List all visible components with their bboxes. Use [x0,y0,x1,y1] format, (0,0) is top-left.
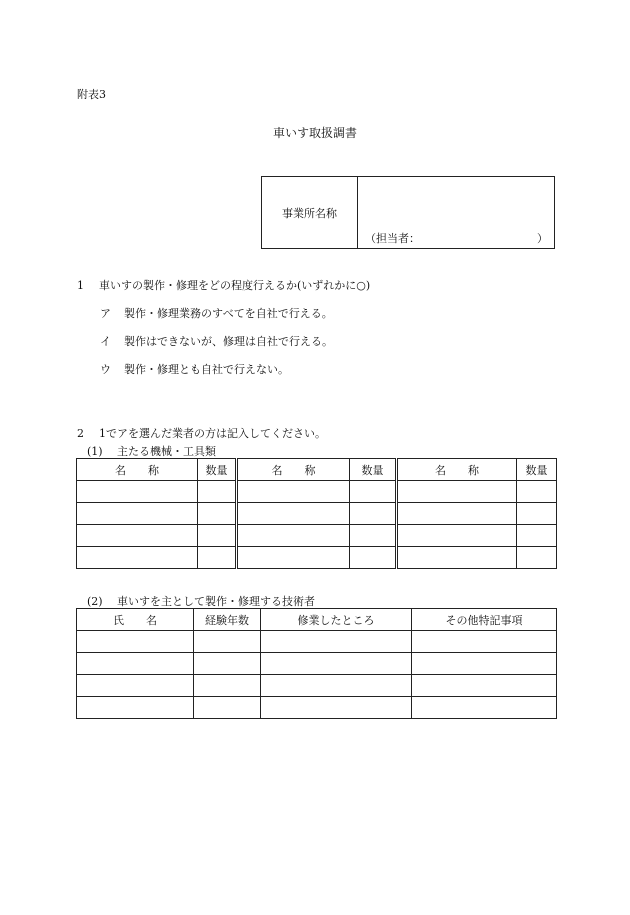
experience-years-header: 経験年数 [194,609,261,631]
option-a-text: 製作・修理業務のすべてを自社で行える。 [124,307,333,320]
table-cell[interactable] [261,653,412,675]
table-cell[interactable] [397,547,517,569]
option-a-mark: ア [100,307,111,320]
table-cell[interactable] [77,503,198,525]
table-cell[interactable] [397,503,517,525]
table-row [77,547,557,569]
table-header-row [77,459,557,481]
technician-table [76,608,557,719]
equipment-name-header: 名 称 [77,459,198,481]
question-1-text: 車いすの製作・修理をどの程度行えるか(いずれかに○) [99,279,371,292]
subsection-1-text: 主たる機械・工具類 [117,445,216,458]
appendix-label: 附表3 [77,88,106,101]
table-cell[interactable] [237,525,350,547]
technician-name-header: 氏 名 [77,609,194,631]
table-cell[interactable] [198,547,237,569]
document-title: 車いす取扱調書 [272,126,357,140]
table-cell[interactable] [350,503,397,525]
table-cell[interactable] [397,525,517,547]
table-header-row [77,609,557,631]
table-cell[interactable] [517,481,557,503]
table-cell[interactable] [517,525,557,547]
equipment-qty-header: 数量 [517,459,557,481]
table-cell[interactable] [237,547,350,569]
equipment-qty-header: 数量 [198,459,237,481]
table-cell[interactable] [194,653,261,675]
table-cell[interactable] [412,631,557,653]
table-cell[interactable] [77,525,198,547]
table-cell[interactable] [77,675,194,697]
table-cell[interactable] [77,481,198,503]
question-2-number: 2 [77,427,84,440]
table-cell[interactable] [77,547,198,569]
table-row [77,675,557,697]
subsection-1-number: (1) [87,445,103,458]
table-row [77,653,557,675]
table-cell[interactable] [77,653,194,675]
option-i-text: 製作はできないが、修理は自社で行える。 [124,335,333,348]
office-name-box [261,176,555,249]
option-u-mark: ウ [100,363,111,376]
question-1-number: 1 [77,279,84,292]
table-cell[interactable] [261,697,412,719]
option-a [100,305,333,321]
table-row [77,481,557,503]
equipment-qty-header: 数量 [350,459,397,481]
option-i-mark: イ [100,335,111,348]
table-row [77,503,557,525]
table-cell[interactable] [198,503,237,525]
table-cell[interactable] [198,481,237,503]
table-cell[interactable] [194,631,261,653]
question-2-text: 1でアを選んだ業者の方は記入してください。 [99,427,326,440]
table-row [77,631,557,653]
subsection-2 [87,593,315,609]
table-cell[interactable] [397,481,517,503]
table-cell[interactable] [261,631,412,653]
table-cell[interactable] [77,631,194,653]
option-u [100,361,289,377]
subsection-1 [87,443,216,459]
table-cell[interactable] [77,697,194,719]
table-cell[interactable] [237,481,350,503]
table-cell[interactable] [194,697,261,719]
table-cell[interactable] [194,675,261,697]
table-cell[interactable] [350,525,397,547]
table-cell[interactable] [517,547,557,569]
table-cell[interactable] [350,481,397,503]
table-cell[interactable] [237,503,350,525]
office-name-label: 事業所名称 [262,177,358,248]
equipment-name-header: 名 称 [237,459,350,481]
table-row [77,697,557,719]
subsection-2-text: 車いすを主として製作・修理する技術者 [117,595,315,608]
table-cell[interactable] [412,653,557,675]
subsection-2-number: (2) [87,595,103,608]
table-cell[interactable] [412,675,557,697]
table-cell[interactable] [261,675,412,697]
question-1 [77,277,370,293]
person-in-charge-label: （担当者： [365,232,420,245]
table-cell[interactable] [198,525,237,547]
equipment-name-header: 名 称 [397,459,517,481]
table-cell[interactable] [517,503,557,525]
question-2 [77,425,326,441]
person-in-charge-close: ） [537,232,548,245]
table-cell[interactable] [412,697,557,719]
notes-header: その他特記事項 [412,609,557,631]
option-i [100,333,333,349]
training-place-header: 修業したところ [261,609,412,631]
table-row [77,525,557,547]
table-cell[interactable] [350,547,397,569]
equipment-table [76,458,557,569]
option-u-text: 製作・修理とも自社で行えない。 [124,363,289,376]
